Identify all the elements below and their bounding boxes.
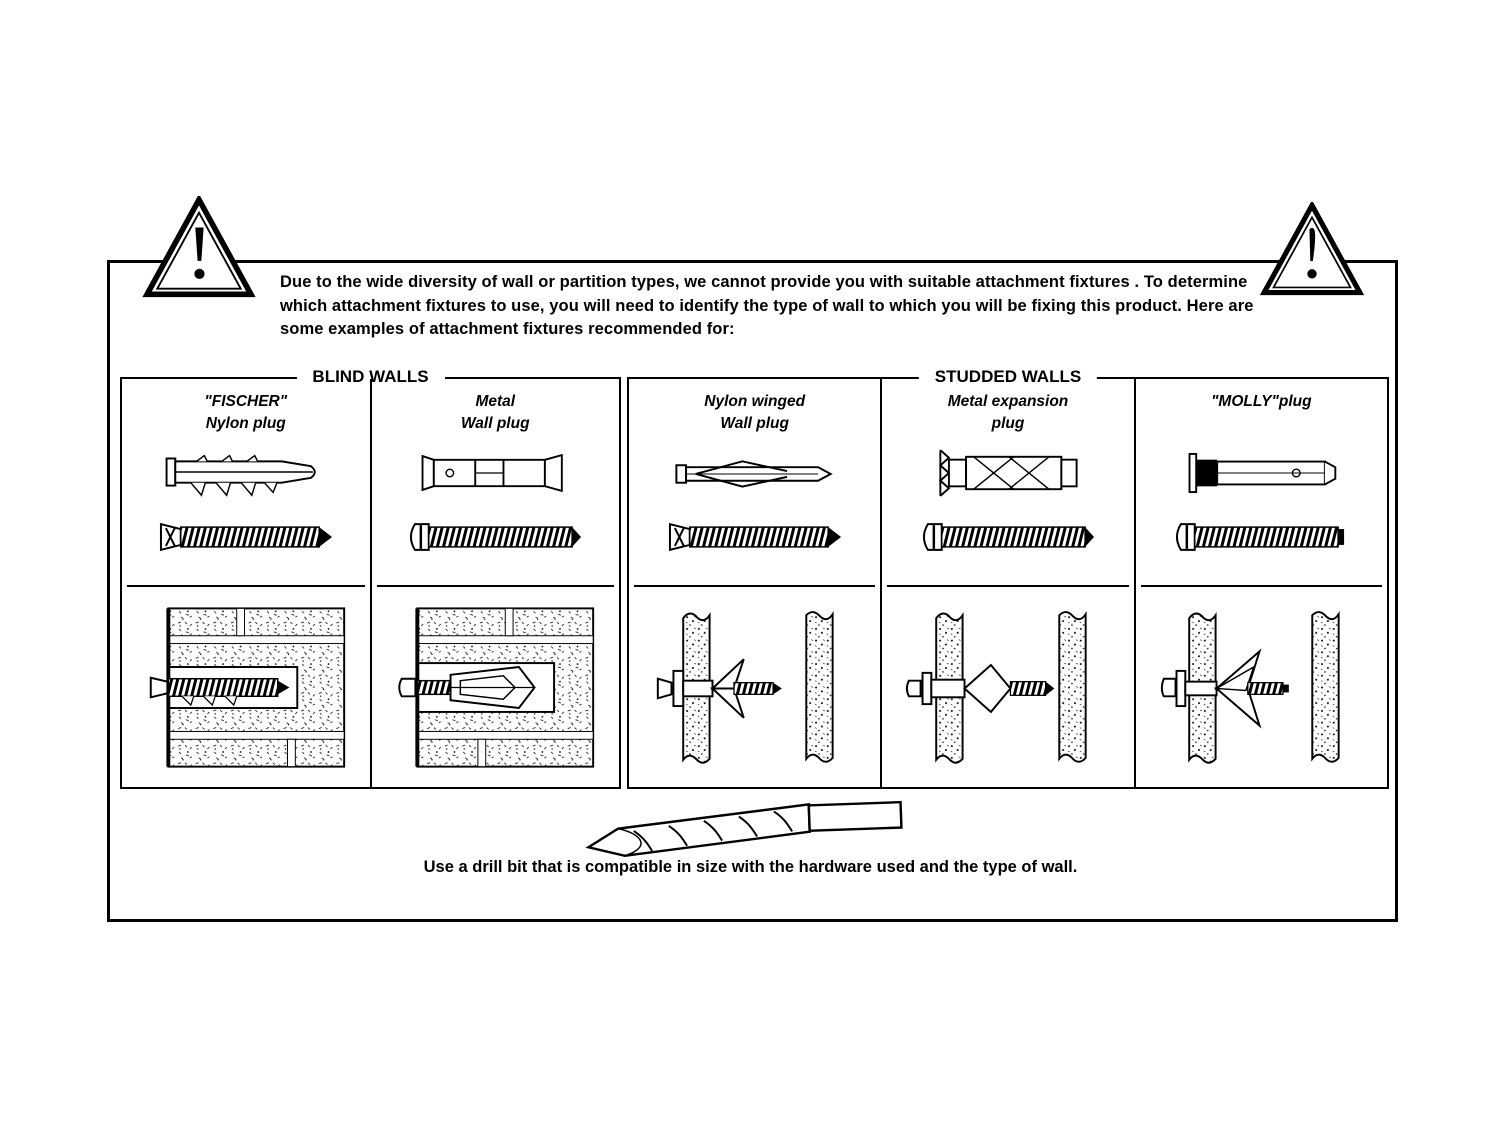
studded-walls-section	[627, 367, 1389, 789]
pan-head-screw-icon	[406, 509, 584, 565]
column-metal-wall-plug	[370, 379, 620, 787]
nylon-winged-plug-illustration	[672, 437, 837, 509]
plug-name-line-1: Metal expansion	[947, 393, 1069, 410]
intro-text: Due to the wide diversity of wall or partition types, we cannot provide you with suitable attachment fixtures . To determine which attachment fixtures to use, you will need to identify the type of wall to which you will be fixing this product. Here are some examples of attachment fixtures recommended for:	[280, 273, 1254, 339]
blind-wall-cross-section-metal-plug	[390, 599, 600, 777]
column-divider	[1141, 585, 1382, 587]
plug-name-line-1: "FISCHER"	[204, 393, 288, 410]
plug-name-line-2: Wall plug	[720, 415, 789, 433]
molly-plug-illustration	[1180, 437, 1342, 509]
countersunk-screw-icon	[666, 509, 844, 565]
column-nylon-winged-plug	[629, 379, 880, 787]
column-divider	[634, 585, 875, 587]
plug-name-line-1: "MOLLY"plug	[1211, 393, 1312, 410]
column-fischer-nylon-plug	[122, 379, 370, 787]
plug-name-line-2: plug	[991, 415, 1025, 433]
metal-wall-plug-illustration	[415, 437, 575, 509]
column-metal-expansion-plug	[880, 379, 1133, 787]
plug-name-line-1: Metal	[475, 393, 516, 410]
section-title-blind-walls: BLIND WALLS	[296, 367, 444, 387]
section-title-studded-walls: STUDDED WALLS	[919, 367, 1097, 387]
studded-wall-cross-section-expansion	[903, 599, 1113, 777]
fischer-nylon-plug-illustration	[163, 437, 328, 509]
warning-icon	[140, 196, 258, 298]
pan-head-screw-icon	[919, 509, 1097, 565]
plug-name	[122, 391, 370, 436]
blind-wall-cross-section-fischer	[141, 599, 351, 777]
plug-name-line-2: Wall plug	[460, 415, 530, 433]
column-divider	[127, 585, 365, 587]
studded-wall-cross-section-winged	[650, 599, 860, 777]
column-divider	[887, 585, 1128, 587]
column-molly-plug	[1134, 379, 1387, 787]
plug-name-line-2: Nylon plug	[205, 415, 286, 433]
countersunk-screw-icon	[157, 509, 335, 565]
column-divider	[377, 585, 615, 587]
plug-name	[882, 391, 1133, 436]
warning-icon	[1260, 202, 1364, 296]
drill-note-text: Use a drill bit that is compatible in size with the hardware used and the type of wall.	[423, 858, 1078, 876]
plug-name-line-1: Nylon winged	[704, 393, 806, 410]
plug-name	[1136, 391, 1387, 413]
blind-walls-section	[120, 367, 621, 789]
plug-name	[372, 391, 620, 436]
studded-wall-cross-section-molly	[1156, 599, 1366, 777]
pan-head-screw-icon	[1172, 509, 1350, 565]
metal-expansion-plug-illustration	[927, 437, 1089, 509]
plug-name	[629, 391, 880, 436]
